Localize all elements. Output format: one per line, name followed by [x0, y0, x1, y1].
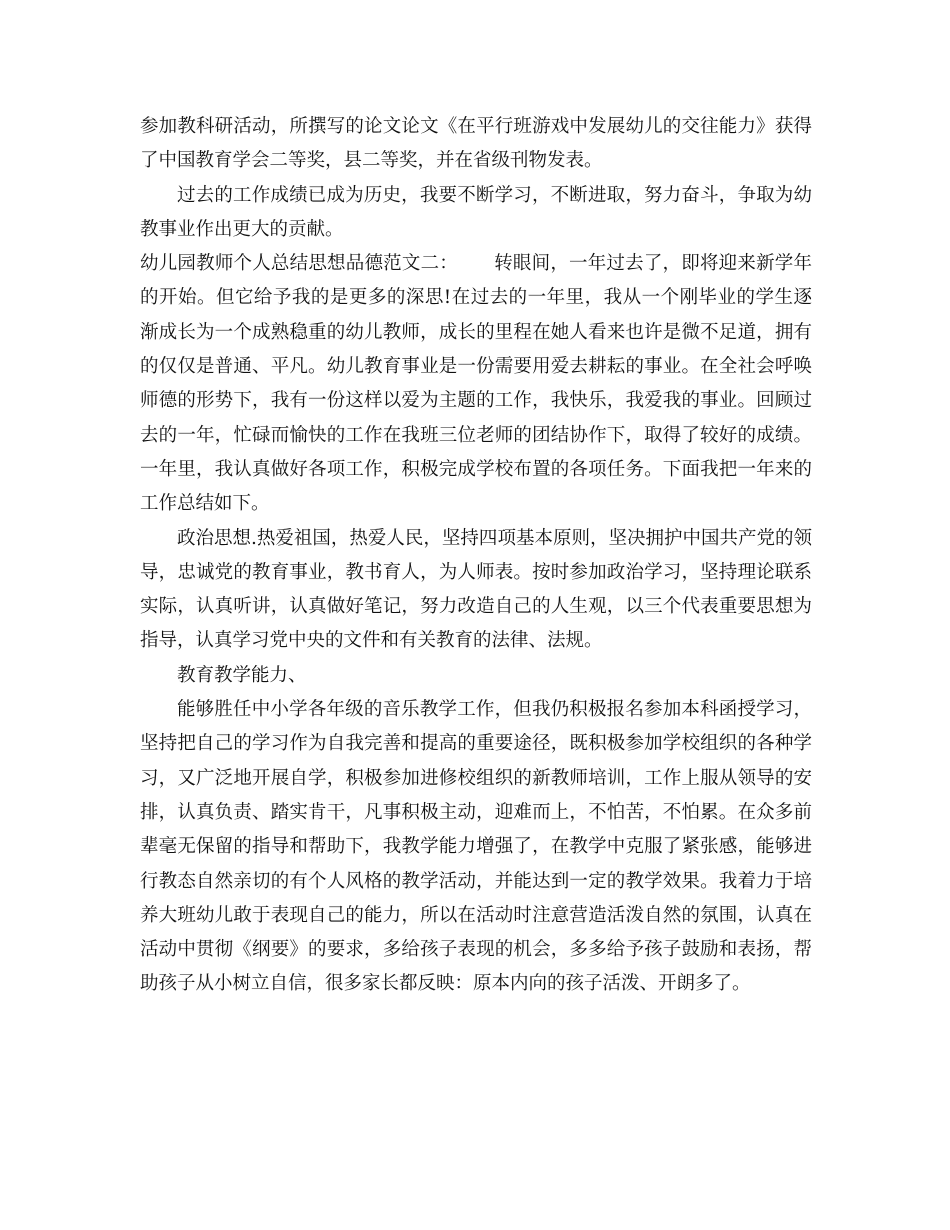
section-heading: 幼儿园教师个人总结思想品德范文二： — [140, 253, 458, 275]
paragraph-future-goals: 过去的工作成绩已成为历史，我要不断学习，不断进取，努力奋斗，争取为幼教事业作出更大的贡献。 — [140, 184, 812, 240]
section-intro-text: 转眼间，一年过去了，即将迎来新学年的开始。但它给予我的是更多的深思!在过去的一年里，我从一个刚毕业的学生逐渐成长为一个成熟稳重的幼儿教师，成长的里程在她人看来也许是微不足道，拥有的仅仅是普通、平凡。幼儿教育事业是一份需要用爱去耕耘的事业。在全社会呼唤师德的形势下，我有一份这样以爱为主题的工作，我快乐，我爱我的事业。回顾过去的一年，忙碌而愉快的工作在我班三位老师的团结协作下，取得了较好的成绩。一年里，我认真做好各项工作，积极完成学校布置的各项任务。下面我把一年来的工作总结如下。 — [140, 253, 812, 515]
paragraph-sample-two — [140, 247, 812, 521]
paragraph-awards: 参加教科研活动，所撰写的论文论文《在平行班游戏中发展幼儿的交往能力》获得了中国教育学会二等奖，县二等奖，并在省级刊物发表。 — [140, 116, 812, 172]
document-body — [140, 110, 812, 1002]
paragraph-political-thought: 政治思想.热爱祖国，热爱人民，坚持四项基本原则，坚决拥护中国共产党的领导，忠诚党的教育事业，教书育人，为人师表。按时参加政治学习，坚持理论联系实际，认真听讲，认真做好笔记，努力改造自己的人生观，以三个代表重要思想为指导，认真学习党中央的文件和有关教育的法律、法规。 — [140, 527, 812, 652]
paragraph-teaching-ability: 能够胜任中小学各年级的音乐教学工作，但我仍积极报名参加本科函授学习，坚持把自己的学习作为自我完善和提高的重要途径，既积极参加学校组织的各种学习，又广泛地开展自学，积极参加进修校组织的新教师培训，工作上服从领导的安排，认真负责、踏实肯干，凡事积极主动，迎难而上，不怕苦，不怕累。在众多前辈毫无保留的指导和帮助下，我教学能力增强了，在教学中克服了紧张感，能够进行教态自然亲切的有个人风格的教学活动，并能达到一定的教学效果。我着力于培养大班幼儿敢于表现自己的能力，所以在活动时注意营造活泼自然的氛围，认真在活动中贯彻《纲要》的要求，多给孩子表现的机会，多多给予孩子鼓励和表扬，帮助孩子从小树立自信，很多家长都反映：原本内向的孩子活泼、开朗多了。 — [140, 699, 812, 995]
paragraph-teaching-ability-title: 教育教学能力、 — [177, 664, 307, 686]
